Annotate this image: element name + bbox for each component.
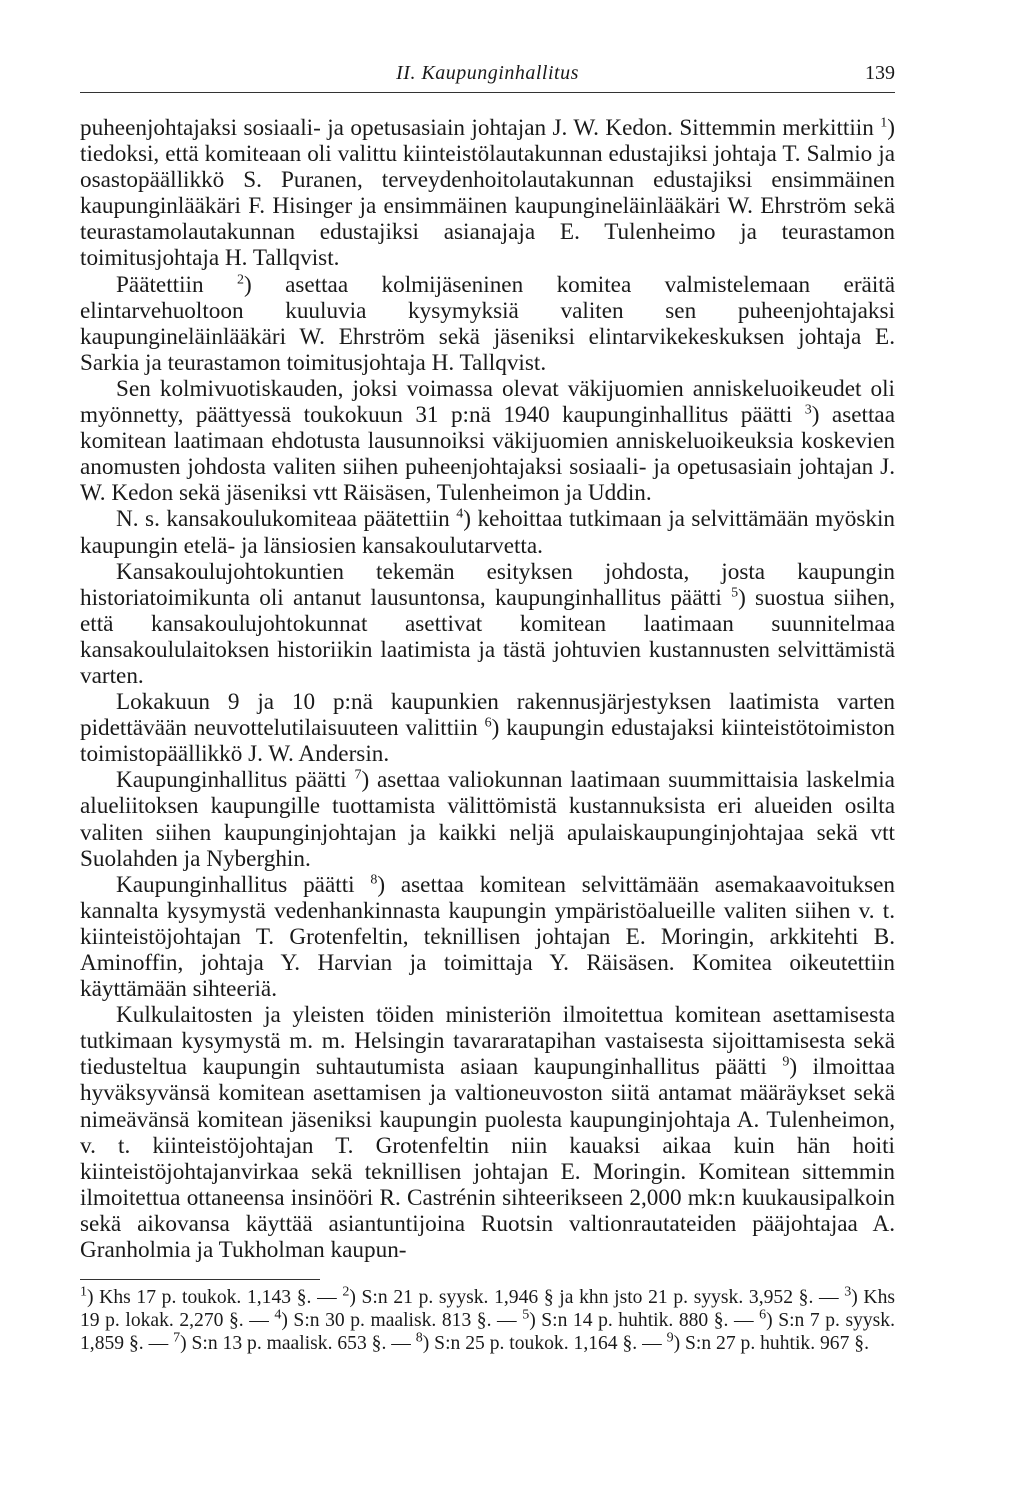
text-run: ) suostua siihen, että kansakoulujohtokunnat asettivat komitean laatimaan suunnitelmaa kansakoululaitoksen historiikin laatimista ja tästä johtuvien kustannusten selvittämistä varten. xyxy=(80,584,896,689)
text-run: N. s. kansakoulukomiteaa päätettiin xyxy=(116,506,457,533)
paragraph xyxy=(80,559,895,689)
footnote-ref: 4 xyxy=(274,1307,282,1323)
text-run: ) S:n 27 p. huhtik. 967 §. xyxy=(673,1333,869,1355)
footnote-ref: 6 xyxy=(484,715,492,731)
text-run: ) asettaa komitean selvittämään asemakaavoituksen kannalta kysymystä vedenhankinnasta kaupungin ympäristöalueille valiten siihen v. t. kiinteistöjohtajan T. Grotenfeltin, teknillisen johtajan E. Moringin, arkkitehti B. Aminoffin, johtaja Y. Harvian ja toimittaja Y. Räisäsen. Komitea oikeutettiin käyttämään sihteeriä. xyxy=(80,871,895,1003)
text-run: Kaupunginhallitus päätti xyxy=(116,767,355,794)
text-run: Päätettiin xyxy=(116,271,237,298)
footnote-ref: 5 xyxy=(731,584,739,600)
paragraph xyxy=(80,272,895,376)
footnote-ref: 9 xyxy=(782,1054,790,1070)
text-run: ) S:n 30 p. maalisk. 813 §. — xyxy=(281,1310,523,1332)
text-run: ) asettaa valiokunnan laatimaan suummittaisia laskelmia alueliitoksen kaupungille tuottamista välittömistä kustannuksista eri alueiden osilta valiten siihen kaupunginjohtajan ja kaikki neljä apulaiskaupunginjohtajaa sekä vtt Suolahden ja Nyberghin. xyxy=(80,767,895,872)
text-run: ) tiedoksi, että komiteaan oli valittu kiinteistölautakunnan edustajiksi johtaja T. Salmio ja osastopäällikkö S. Puranen, terveydenhoitolautakunnan edustajiksi ensimmäinen kaupunginlääkäri F. Hisinger ja ensimmäinen kaupungineläinlääkäri W. Ehrström sekä teurastamolautakunnan edustajiksi asianajaja E. Tulenheimo ja teurastamon toimitusjohtaja H. Tallqvist. xyxy=(80,115,895,272)
footnote-ref: 1 xyxy=(880,115,888,131)
footnote-ref: 6 xyxy=(759,1307,767,1323)
text-run: ) S:n 14 p. huhtik. 880 §. — xyxy=(529,1310,760,1332)
footnotes xyxy=(80,1286,895,1355)
text-run: ) S:n 7 p. syysk. 1,859 §. — xyxy=(80,1310,896,1355)
body-text xyxy=(80,115,895,1263)
paragraph xyxy=(80,506,895,558)
page-header xyxy=(80,58,895,93)
footnote-ref: 3 xyxy=(804,402,812,418)
text-run: ) S:n 21 p. syysk. 1,946 § ja khn jsto 21 p. syysk. 3,952 §. — xyxy=(349,1287,845,1309)
text-run: ) kaupungin edustajaksi kiinteistötoimiston toimistopäällikkö J. W. Andersin. xyxy=(80,715,895,768)
paragraph xyxy=(80,689,895,767)
text-run: ) ilmoittaa hyväksyvänsä komitean asettamisen ja valtioneuvoston siitä antamat määräykset sekä nimeävänsä komitean jäseniksi kaupungin puolesta kaupunginjohtaja A. Tulenheimon, v. t. kiinteistöjohtajan T. Grotenfeltin niin kauaksi aikaa kuin hän hoiti kiinteistöjohtajanvirkaa sekä teknillisen johtajan E. Moringin. Komitean sittemmin ilmoitettua ottaneensa insinööri R. Castrénin sihteerikseen 2,000 mk:n kuukausipalkoin sekä aikovansa käyttää asiantuntijoina Ruotsin valtionrautateiden pääjohtajaa A. Granholmia ja Tukholman kaupun- xyxy=(80,1054,895,1264)
text-run: puheenjohtajaksi sosiaali- ja opetusasiain johtajan J. W. Kedon. Sittemmin merkittiin xyxy=(80,115,881,141)
paragraph xyxy=(80,376,895,506)
text-run: ) asettaa kolmijäseninen komitea valmistelemaan eräitä elintarvehuoltoon kuuluvia kysymyksiä valiten sen puheenjohtajaksi kaupungineläinlääkäri W. Ehrström sekä jäseniksi elintarvikekeskuksen johtaja E. Sarkia ja teurastamon toimitusjohtaja H. Tallqvist. xyxy=(80,271,896,376)
text-run: ) kehoittaa tutkimaan ja selvittämään myöskin kaupungin etelä- ja länsiosien kansakoulutarvetta. xyxy=(80,506,895,559)
text-run: ) asettaa komitean laatimaan ehdotusta lausunnoiksi väkijuomien anniskeluoikeuksia koskevien anomusten johdosta valiten siihen puheenjohtajaksi sosiaali- ja opetusasiain johtajan J. W. Kedon sekä jäseniksi vtt Räisäsen, Tulenheimon ja Uddin. xyxy=(80,402,896,507)
footnote-ref: 2 xyxy=(342,1284,350,1300)
text-run: ) S:n 13 p. maalisk. 653 §. — xyxy=(180,1333,416,1355)
text-run: Kaupunginhallitus päätti xyxy=(116,871,371,898)
footnote-ref: 9 xyxy=(666,1330,674,1346)
footnote-divider xyxy=(80,1279,320,1280)
footnote-ref: 2 xyxy=(236,271,244,287)
paragraph xyxy=(80,115,895,272)
footnote-ref: 8 xyxy=(415,1330,423,1346)
running-title: II. Kaupunginhallitus xyxy=(396,62,579,84)
paragraph xyxy=(80,767,895,871)
text-run: Kansakoulujohtokuntien tekemän esityksen johdosta, josta kaupungin historiatoimikunta oli antanut lausuntonsa, kaupunginhallitus päätti xyxy=(80,558,895,611)
footnote-ref: 1 xyxy=(80,1284,87,1300)
footnote-ref: 7 xyxy=(354,767,362,783)
text-run: ) Khs 17 p. toukok. 1,143 §. — xyxy=(87,1287,343,1309)
paragraph xyxy=(80,1002,895,1263)
page-number: 139 xyxy=(865,62,895,84)
text-run: Kulkulaitosten ja yleisten töiden ministeriön ilmoitettua komitean asettamisesta tutkimaan kysymystä m. m. Helsingin tavararatapihan vastaisesta sijoittamisesta sekä tiedusteltua kaupungin suhtautumista asiaan kaupunginhallitus päätti xyxy=(80,1002,895,1081)
footnote-ref: 5 xyxy=(522,1307,530,1323)
footnote-ref: 3 xyxy=(844,1284,852,1300)
document-page xyxy=(80,58,895,1355)
footnote-text xyxy=(80,1286,895,1355)
text-run: ) S:n 25 p. toukok. 1,164 §. — xyxy=(422,1333,667,1355)
text-run: Sen kolmivuotiskauden, joksi voimassa olevat väkijuomien anniskeluoikeudet oli myönnetty, päättyessä toukokuun 31 p:nä 1940 kaupunginhallitus päätti xyxy=(80,375,895,429)
paragraph xyxy=(80,872,895,1002)
footnote-ref: 8 xyxy=(370,871,378,887)
text-run: ) Khs 19 p. lokak. 2,270 §. — xyxy=(80,1287,896,1332)
footnote-ref: 7 xyxy=(173,1330,181,1346)
text-run: Lokakuun 9 ja 10 p:nä kaupunkien rakennusjärjestyksen laatimista varten pidettävään neuvottelutilaisuuteen valittiin xyxy=(80,689,895,742)
footnote-ref: 4 xyxy=(456,506,464,522)
